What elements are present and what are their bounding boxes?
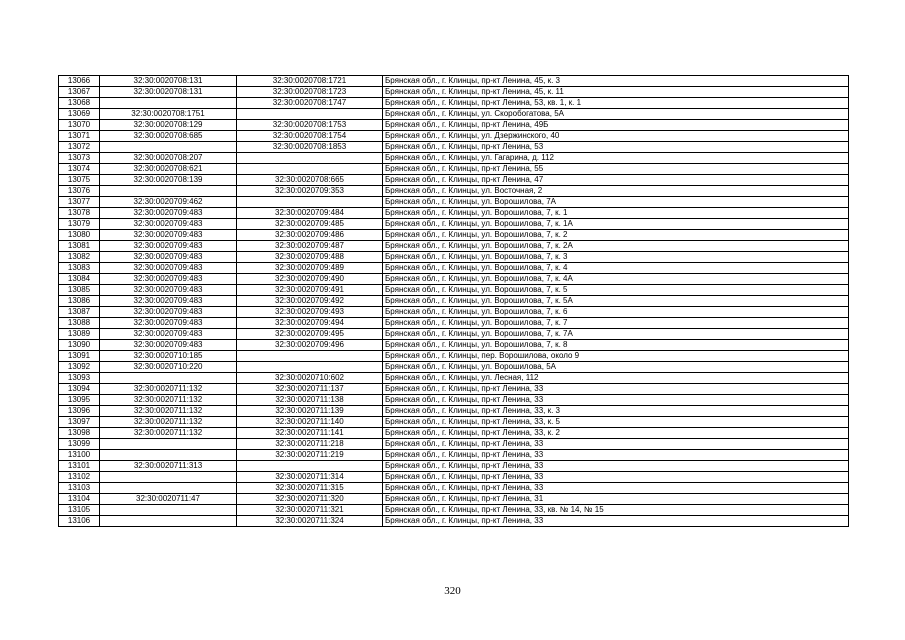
parcel-cadastral-cell: [100, 516, 237, 527]
address-cell: Брянская обл., г. Клинцы, ул. Лесная, 112: [383, 373, 849, 384]
address-cell: Брянская обл., г. Клинцы, пр-кт Ленина, 33, к. 3: [383, 406, 849, 417]
registry-table: [58, 75, 849, 527]
address-cell: Брянская обл., г. Клинцы, ул. Ворошилова, 7, к. 4А: [383, 274, 849, 285]
object-cadastral-cell: 32:30:0020711:218: [237, 439, 383, 450]
object-cadastral-cell: 32:30:0020708:1747: [237, 98, 383, 109]
object-cadastral-cell: 32:30:0020708:1723: [237, 87, 383, 98]
parcel-cadastral-cell: 32:30:0020709:483: [100, 285, 237, 296]
row-number-cell: 13104: [59, 494, 100, 505]
address-cell: Брянская обл., г. Клинцы, ул. Ворошилова, 7, к. 3: [383, 252, 849, 263]
row-number-cell: 13081: [59, 241, 100, 252]
address-cell: Брянская обл., г. Клинцы, ул. Дзержинского, 40: [383, 131, 849, 142]
table-row: [59, 208, 849, 219]
parcel-cadastral-cell: 32:30:0020711:132: [100, 428, 237, 439]
parcel-cadastral-cell: [100, 483, 237, 494]
table-row: [59, 252, 849, 263]
table-row: [59, 384, 849, 395]
row-number-cell: 13088: [59, 318, 100, 329]
row-number-cell: 13099: [59, 439, 100, 450]
parcel-cadastral-cell: 32:30:0020709:483: [100, 263, 237, 274]
row-number-cell: 13105: [59, 505, 100, 516]
address-cell: Брянская обл., г. Клинцы, пр-кт Ленина, 33, кв. № 14, № 15: [383, 505, 849, 516]
table-row: [59, 98, 849, 109]
table-row: [59, 296, 849, 307]
row-number-cell: 13085: [59, 285, 100, 296]
address-cell: Брянская обл., г. Клинцы, ул. Ворошилова, 7, к. 2А: [383, 241, 849, 252]
row-number-cell: 13075: [59, 175, 100, 186]
parcel-cadastral-cell: [100, 142, 237, 153]
parcel-cadastral-cell: [100, 450, 237, 461]
row-number-cell: 13086: [59, 296, 100, 307]
address-cell: Брянская обл., г. Клинцы, ул. Ворошилова, 7, к. 7А: [383, 329, 849, 340]
address-cell: Брянская обл., г. Клинцы, ул. Восточная, 2: [383, 186, 849, 197]
address-cell: Брянская обл., г. Клинцы, пр-кт Ленина, 33, к. 5: [383, 417, 849, 428]
table-row: [59, 439, 849, 450]
object-cadastral-cell: 32:30:0020711:321: [237, 505, 383, 516]
row-number-cell: 13074: [59, 164, 100, 175]
row-number-cell: 13091: [59, 351, 100, 362]
row-number-cell: 13100: [59, 450, 100, 461]
parcel-cadastral-cell: [100, 472, 237, 483]
address-cell: Брянская обл., г. Клинцы, пр-кт Ленина, 31: [383, 494, 849, 505]
parcel-cadastral-cell: 32:30:0020709:483: [100, 219, 237, 230]
table-row: [59, 494, 849, 505]
row-number-cell: 13067: [59, 87, 100, 98]
object-cadastral-cell: 32:30:0020709:494: [237, 318, 383, 329]
row-number-cell: 13079: [59, 219, 100, 230]
object-cadastral-cell: [237, 461, 383, 472]
parcel-cadastral-cell: 32:30:0020709:483: [100, 241, 237, 252]
table-row: [59, 340, 849, 351]
object-cadastral-cell: 32:30:0020709:491: [237, 285, 383, 296]
registry-table-body: [59, 76, 849, 527]
parcel-cadastral-cell: 32:30:0020709:483: [100, 307, 237, 318]
parcel-cadastral-cell: [100, 373, 237, 384]
row-number-cell: 13093: [59, 373, 100, 384]
table-row: [59, 274, 849, 285]
address-cell: Брянская обл., г. Клинцы, пр-кт Ленина, 49Б: [383, 120, 849, 131]
address-cell: Брянская обл., г. Клинцы, ул. Ворошилова, 7, к. 5А: [383, 296, 849, 307]
table-row: [59, 131, 849, 142]
object-cadastral-cell: 32:30:0020709:488: [237, 252, 383, 263]
table-row: [59, 109, 849, 120]
object-cadastral-cell: [237, 153, 383, 164]
parcel-cadastral-cell: 32:30:0020711:313: [100, 461, 237, 472]
page-number: 320: [444, 585, 461, 597]
row-number-cell: 13102: [59, 472, 100, 483]
row-number-cell: 13089: [59, 329, 100, 340]
row-number-cell: 13083: [59, 263, 100, 274]
parcel-cadastral-cell: 32:30:0020711:132: [100, 384, 237, 395]
table-row: [59, 472, 849, 483]
address-cell: Брянская обл., г. Клинцы, ул. Ворошилова, 7, к. 7: [383, 318, 849, 329]
table-row: [59, 406, 849, 417]
row-number-cell: 13095: [59, 395, 100, 406]
object-cadastral-cell: 32:30:0020711:219: [237, 450, 383, 461]
object-cadastral-cell: 32:30:0020709:496: [237, 340, 383, 351]
parcel-cadastral-cell: 32:30:0020711:132: [100, 406, 237, 417]
table-row: [59, 120, 849, 131]
parcel-cadastral-cell: 32:30:0020708:1751: [100, 109, 237, 120]
row-number-cell: 13069: [59, 109, 100, 120]
address-cell: Брянская обл., г. Клинцы, пр-кт Ленина, 33, к. 2: [383, 428, 849, 439]
address-cell: Брянская обл., г. Клинцы, пр-кт Ленина, 53: [383, 142, 849, 153]
row-number-cell: 13084: [59, 274, 100, 285]
object-cadastral-cell: [237, 197, 383, 208]
table-row: [59, 175, 849, 186]
address-cell: Брянская обл., г. Клинцы, пр-кт Ленина, 33: [383, 439, 849, 450]
parcel-cadastral-cell: [100, 505, 237, 516]
object-cadastral-cell: 32:30:0020709:484: [237, 208, 383, 219]
row-number-cell: 13071: [59, 131, 100, 142]
object-cadastral-cell: 32:30:0020711:138: [237, 395, 383, 406]
row-number-cell: 13101: [59, 461, 100, 472]
row-number-cell: 13082: [59, 252, 100, 263]
row-number-cell: 13072: [59, 142, 100, 153]
table-row: [59, 373, 849, 384]
table-row: [59, 285, 849, 296]
parcel-cadastral-cell: 32:30:0020708:131: [100, 76, 237, 87]
table-row: [59, 428, 849, 439]
object-cadastral-cell: 32:30:0020709:495: [237, 329, 383, 340]
object-cadastral-cell: 32:30:0020711:315: [237, 483, 383, 494]
object-cadastral-cell: 32:30:0020710:602: [237, 373, 383, 384]
row-number-cell: 13076: [59, 186, 100, 197]
address-cell: Брянская обл., г. Клинцы, ул. Ворошилова, 7А: [383, 197, 849, 208]
table-row: [59, 219, 849, 230]
table-row: [59, 395, 849, 406]
table-row: [59, 329, 849, 340]
row-number-cell: 13073: [59, 153, 100, 164]
parcel-cadastral-cell: 32:30:0020708:621: [100, 164, 237, 175]
row-number-cell: 13103: [59, 483, 100, 494]
address-cell: Брянская обл., г. Клинцы, пр-кт Ленина, 33: [383, 395, 849, 406]
table-row: [59, 76, 849, 87]
object-cadastral-cell: 32:30:0020708:1721: [237, 76, 383, 87]
parcel-cadastral-cell: 32:30:0020709:483: [100, 274, 237, 285]
object-cadastral-cell: 32:30:0020708:1853: [237, 142, 383, 153]
row-number-cell: 13097: [59, 417, 100, 428]
object-cadastral-cell: 32:30:0020711:324: [237, 516, 383, 527]
object-cadastral-cell: 32:30:0020711:140: [237, 417, 383, 428]
object-cadastral-cell: 32:30:0020709:493: [237, 307, 383, 318]
row-number-cell: 13090: [59, 340, 100, 351]
object-cadastral-cell: 32:30:0020711:320: [237, 494, 383, 505]
parcel-cadastral-cell: [100, 98, 237, 109]
table-row: [59, 505, 849, 516]
object-cadastral-cell: 32:30:0020708:1753: [237, 120, 383, 131]
parcel-cadastral-cell: 32:30:0020711:132: [100, 395, 237, 406]
table-row: [59, 516, 849, 527]
parcel-cadastral-cell: 32:30:0020708:129: [100, 120, 237, 131]
table-row: [59, 197, 849, 208]
row-number-cell: 13070: [59, 120, 100, 131]
table-row: [59, 230, 849, 241]
table-row: [59, 87, 849, 98]
row-number-cell: 13096: [59, 406, 100, 417]
table-row: [59, 483, 849, 494]
object-cadastral-cell: 32:30:0020709:353: [237, 186, 383, 197]
address-cell: Брянская обл., г. Клинцы, пр-кт Ленина, 55: [383, 164, 849, 175]
parcel-cadastral-cell: 32:30:0020711:132: [100, 417, 237, 428]
object-cadastral-cell: 32:30:0020708:1754: [237, 131, 383, 142]
address-cell: Брянская обл., г. Клинцы, пр-кт Ленина, 47: [383, 175, 849, 186]
address-cell: Брянская обл., г. Клинцы, пр-кт Ленина, 33: [383, 472, 849, 483]
object-cadastral-cell: 32:30:0020709:490: [237, 274, 383, 285]
parcel-cadastral-cell: 32:30:0020710:220: [100, 362, 237, 373]
address-cell: Брянская обл., г. Клинцы, ул. Ворошилова, 7, к. 6: [383, 307, 849, 318]
parcel-cadastral-cell: 32:30:0020709:483: [100, 208, 237, 219]
object-cadastral-cell: 32:30:0020711:314: [237, 472, 383, 483]
table-row: [59, 351, 849, 362]
parcel-cadastral-cell: 32:30:0020709:483: [100, 296, 237, 307]
parcel-cadastral-cell: [100, 439, 237, 450]
parcel-cadastral-cell: [100, 186, 237, 197]
row-number-cell: 13087: [59, 307, 100, 318]
parcel-cadastral-cell: 32:30:0020708:139: [100, 175, 237, 186]
address-cell: Брянская обл., г. Клинцы, ул. Скоробогатова, 5А: [383, 109, 849, 120]
address-cell: Брянская обл., г. Клинцы, ул. Гагарина, д. 112: [383, 153, 849, 164]
object-cadastral-cell: 32:30:0020709:485: [237, 219, 383, 230]
row-number-cell: 13098: [59, 428, 100, 439]
object-cadastral-cell: 32:30:0020708:665: [237, 175, 383, 186]
object-cadastral-cell: 32:30:0020709:487: [237, 241, 383, 252]
address-cell: Брянская обл., г. Клинцы, ул. Ворошилова, 7, к. 2: [383, 230, 849, 241]
object-cadastral-cell: [237, 351, 383, 362]
table-row: [59, 241, 849, 252]
table-row: [59, 186, 849, 197]
object-cadastral-cell: 32:30:0020709:486: [237, 230, 383, 241]
row-number-cell: 13106: [59, 516, 100, 527]
parcel-cadastral-cell: 32:30:0020709:483: [100, 329, 237, 340]
parcel-cadastral-cell: 32:30:0020711:47: [100, 494, 237, 505]
parcel-cadastral-cell: 32:30:0020709:462: [100, 197, 237, 208]
address-cell: Брянская обл., г. Клинцы, пр-кт Ленина, 33: [383, 384, 849, 395]
table-row: [59, 307, 849, 318]
row-number-cell: 13094: [59, 384, 100, 395]
object-cadastral-cell: [237, 164, 383, 175]
address-cell: Брянская обл., г. Клинцы, ул. Ворошилова, 7, к. 8: [383, 340, 849, 351]
address-cell: Брянская обл., г. Клинцы, пр-кт Ленина, 33: [383, 450, 849, 461]
address-cell: Брянская обл., г. Клинцы, пр-кт Ленина, 33: [383, 461, 849, 472]
parcel-cadastral-cell: 32:30:0020710:185: [100, 351, 237, 362]
row-number-cell: 13078: [59, 208, 100, 219]
row-number-cell: 13077: [59, 197, 100, 208]
table-row: [59, 318, 849, 329]
table-row: [59, 362, 849, 373]
table-row: [59, 142, 849, 153]
object-cadastral-cell: 32:30:0020709:489: [237, 263, 383, 274]
address-cell: Брянская обл., г. Клинцы, ул. Ворошилова, 7, к. 1: [383, 208, 849, 219]
row-number-cell: 13080: [59, 230, 100, 241]
row-number-cell: 13092: [59, 362, 100, 373]
object-cadastral-cell: [237, 109, 383, 120]
parcel-cadastral-cell: 32:30:0020709:483: [100, 230, 237, 241]
address-cell: Брянская обл., г. Клинцы, пр-кт Ленина, 45, к. 11: [383, 87, 849, 98]
parcel-cadastral-cell: 32:30:0020709:483: [100, 340, 237, 351]
parcel-cadastral-cell: 32:30:0020709:483: [100, 252, 237, 263]
object-cadastral-cell: 32:30:0020711:141: [237, 428, 383, 439]
address-cell: Брянская обл., г. Клинцы, ул. Ворошилова, 7, к. 1А: [383, 219, 849, 230]
table-row: [59, 417, 849, 428]
table-row: [59, 450, 849, 461]
parcel-cadastral-cell: 32:30:0020708:207: [100, 153, 237, 164]
object-cadastral-cell: [237, 362, 383, 373]
object-cadastral-cell: 32:30:0020711:139: [237, 406, 383, 417]
address-cell: Брянская обл., г. Клинцы, ул. Ворошилова, 5А: [383, 362, 849, 373]
address-cell: Брянская обл., г. Клинцы, пр-кт Ленина, 45, к. 3: [383, 76, 849, 87]
table-row: [59, 153, 849, 164]
parcel-cadastral-cell: 32:30:0020709:483: [100, 318, 237, 329]
parcel-cadastral-cell: 32:30:0020708:131: [100, 87, 237, 98]
row-number-cell: 13066: [59, 76, 100, 87]
object-cadastral-cell: 32:30:0020709:492: [237, 296, 383, 307]
address-cell: Брянская обл., г. Клинцы, пер. Ворошилова, около 9: [383, 351, 849, 362]
row-number-cell: 13068: [59, 98, 100, 109]
table-row: [59, 263, 849, 274]
object-cadastral-cell: 32:30:0020711:137: [237, 384, 383, 395]
address-cell: Брянская обл., г. Клинцы, ул. Ворошилова, 7, к. 5: [383, 285, 849, 296]
parcel-cadastral-cell: 32:30:0020708:685: [100, 131, 237, 142]
address-cell: Брянская обл., г. Клинцы, пр-кт Ленина, 33: [383, 483, 849, 494]
address-cell: Брянская обл., г. Клинцы, пр-кт Ленина, 33: [383, 516, 849, 527]
address-cell: Брянская обл., г. Клинцы, пр-кт Ленина, 53, кв. 1, к. 1: [383, 98, 849, 109]
address-cell: Брянская обл., г. Клинцы, ул. Ворошилова, 7, к. 4: [383, 263, 849, 274]
table-row: [59, 461, 849, 472]
table-row: [59, 164, 849, 175]
